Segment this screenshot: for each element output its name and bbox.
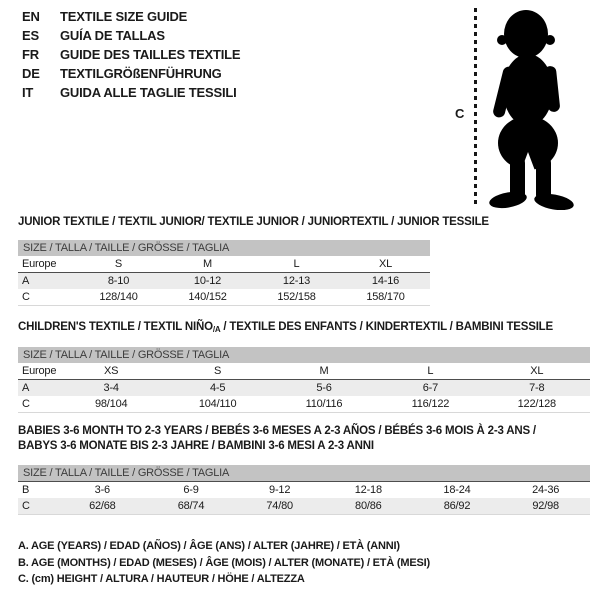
size-header-bar: SIZE / TALLA / TAILLE / GRÖSSE / TAGLIA <box>18 240 430 256</box>
size-cell: 110/116 <box>305 398 343 410</box>
children-title-subscript: /A <box>212 325 221 334</box>
footnotes <box>18 538 430 588</box>
size-cell: 24-36 <box>532 484 560 496</box>
row-label: Europe <box>22 365 57 377</box>
row-label: C <box>22 291 30 303</box>
lang-code: FR <box>22 47 39 62</box>
children-table-title <box>18 320 553 337</box>
footnote-height-cm: C. (cm) HEIGHT / ALTURA / HAUTEUR / HÖHE / ALTEZZA <box>18 573 305 585</box>
size-cell: 86/92 <box>443 500 471 512</box>
size-cell: 104/110 <box>198 398 237 410</box>
lang-code: EN <box>22 9 40 24</box>
row-label: C <box>22 398 30 410</box>
size-cell: 80/86 <box>355 500 382 512</box>
size-cell: 3-4 <box>103 382 119 394</box>
row-label: A <box>22 382 30 394</box>
row-label: Europe <box>22 258 57 270</box>
size-cell: 62/68 <box>89 500 116 512</box>
table-row <box>18 380 590 396</box>
table-rows <box>18 363 590 412</box>
row-label: B <box>22 484 30 496</box>
size-cell: M <box>203 258 212 270</box>
children-size-table <box>18 347 590 413</box>
size-cell: 10-12 <box>193 275 222 287</box>
babies-table-title <box>18 424 590 454</box>
table-row <box>18 482 590 498</box>
size-cell: 122/128 <box>517 398 556 410</box>
footnote-age-months: B. AGE (MONTHS) / EDAD (MESES) / ÂGE (MOIS) / ALTER (MONATE) / ETÀ (MESI) <box>18 556 430 569</box>
size-cell: 68/74 <box>177 500 205 512</box>
size-cell: 5-6 <box>316 382 332 394</box>
language-title-block <box>22 10 240 100</box>
lang-code: DE <box>22 66 40 81</box>
table-rows <box>18 256 430 305</box>
size-cell: 7-8 <box>529 382 545 394</box>
size-cell: 74/80 <box>266 500 293 512</box>
junior-size-table <box>18 240 430 306</box>
size-cell: 8-10 <box>107 275 130 287</box>
size-cell: 158/170 <box>366 291 405 303</box>
size-cell: M <box>319 365 329 377</box>
table-row <box>18 256 430 273</box>
size-cell: 140/152 <box>188 291 227 303</box>
size-cell: 12-18 <box>354 484 382 496</box>
children-title-before: CHILDREN'S TEXTILE / TEXTIL NIÑO <box>18 321 213 333</box>
toddler-silhouette-icon <box>486 8 588 210</box>
size-cell: XS <box>104 365 119 377</box>
lang-title: GUIDA ALLE TAGLIE TESSILI <box>60 85 237 100</box>
size-cell: 152/158 <box>277 291 316 303</box>
size-cell: 98/104 <box>94 398 128 410</box>
size-cell: 116/122 <box>411 398 450 410</box>
size-cell: 6-9 <box>183 484 199 496</box>
lang-title: TEXTILE SIZE GUIDE <box>60 9 188 24</box>
table-row <box>18 396 590 412</box>
babies-title-line-1: BABIES 3-6 MONTH TO 2-3 YEARS / BEBÉS 3-6 MESES A 2-3 AÑOS / BÉBÉS 3-6 MOIS À 2-3 ANS / <box>18 425 536 437</box>
table-row <box>18 289 430 305</box>
size-cell: S <box>114 258 123 270</box>
lang-code: ES <box>22 28 39 43</box>
table-rows <box>18 482 590 514</box>
size-header-bar: SIZE / TALLA / TAILLE / GRÖSSE / TAGLIA <box>18 347 590 363</box>
size-cell: XL <box>378 258 393 270</box>
lang-title: GUIDE DES TAILLES TEXTILE <box>60 47 241 62</box>
size-cell: L <box>427 365 434 377</box>
size-cell: 14-16 <box>371 275 400 287</box>
row-label: C <box>22 500 30 512</box>
size-header-bar: SIZE / TALLA / TAILLE / GRÖSSE / TAGLIA <box>18 465 590 482</box>
size-cell: 6-7 <box>422 382 439 394</box>
table-row <box>18 273 430 289</box>
size-cell: 9-12 <box>269 484 291 496</box>
lang-code: IT <box>22 85 34 100</box>
size-cell: 92/98 <box>532 500 559 512</box>
children-title-after: / TEXTILE DES ENFANTS / KINDERTEXTIL / BAMBINI TESSILE <box>220 321 553 333</box>
size-cell: 4-5 <box>209 382 226 394</box>
size-cell: L <box>293 258 300 270</box>
height-measure-label: C <box>455 106 465 121</box>
table-row <box>18 498 590 514</box>
row-label: A <box>22 275 30 287</box>
junior-table-title: JUNIOR TEXTILE / TEXTIL JUNIOR/ TEXTILE JUNIOR / JUNIORTEXTIL / JUNIOR TESSILE <box>18 216 489 228</box>
size-cell: 128/140 <box>99 291 138 303</box>
lang-title: GUÍA DE TALLAS <box>60 28 165 43</box>
size-cell: 3-6 <box>94 484 110 496</box>
size-cell: S <box>214 365 222 377</box>
footnote-age-years: A. AGE (YEARS) / EDAD (AÑOS) / ÂGE (ANS) / ALTER (JAHRE) / ETÀ (ANNI) <box>18 540 400 552</box>
lang-title: TEXTILGRÖßENFÜHRUNG <box>60 66 222 81</box>
size-cell: 12-13 <box>282 275 311 287</box>
size-cell: XL <box>530 365 544 377</box>
babies-size-table <box>18 465 590 515</box>
table-row <box>18 363 590 380</box>
height-measure-dashed-line <box>474 8 477 206</box>
babies-title-line-2: BABYS 3-6 MONATE BIS 2-3 JAHRE / BAMBINI 3-6 MESI A 2-3 ANNI <box>18 440 374 452</box>
size-cell: 18-24 <box>443 484 471 496</box>
